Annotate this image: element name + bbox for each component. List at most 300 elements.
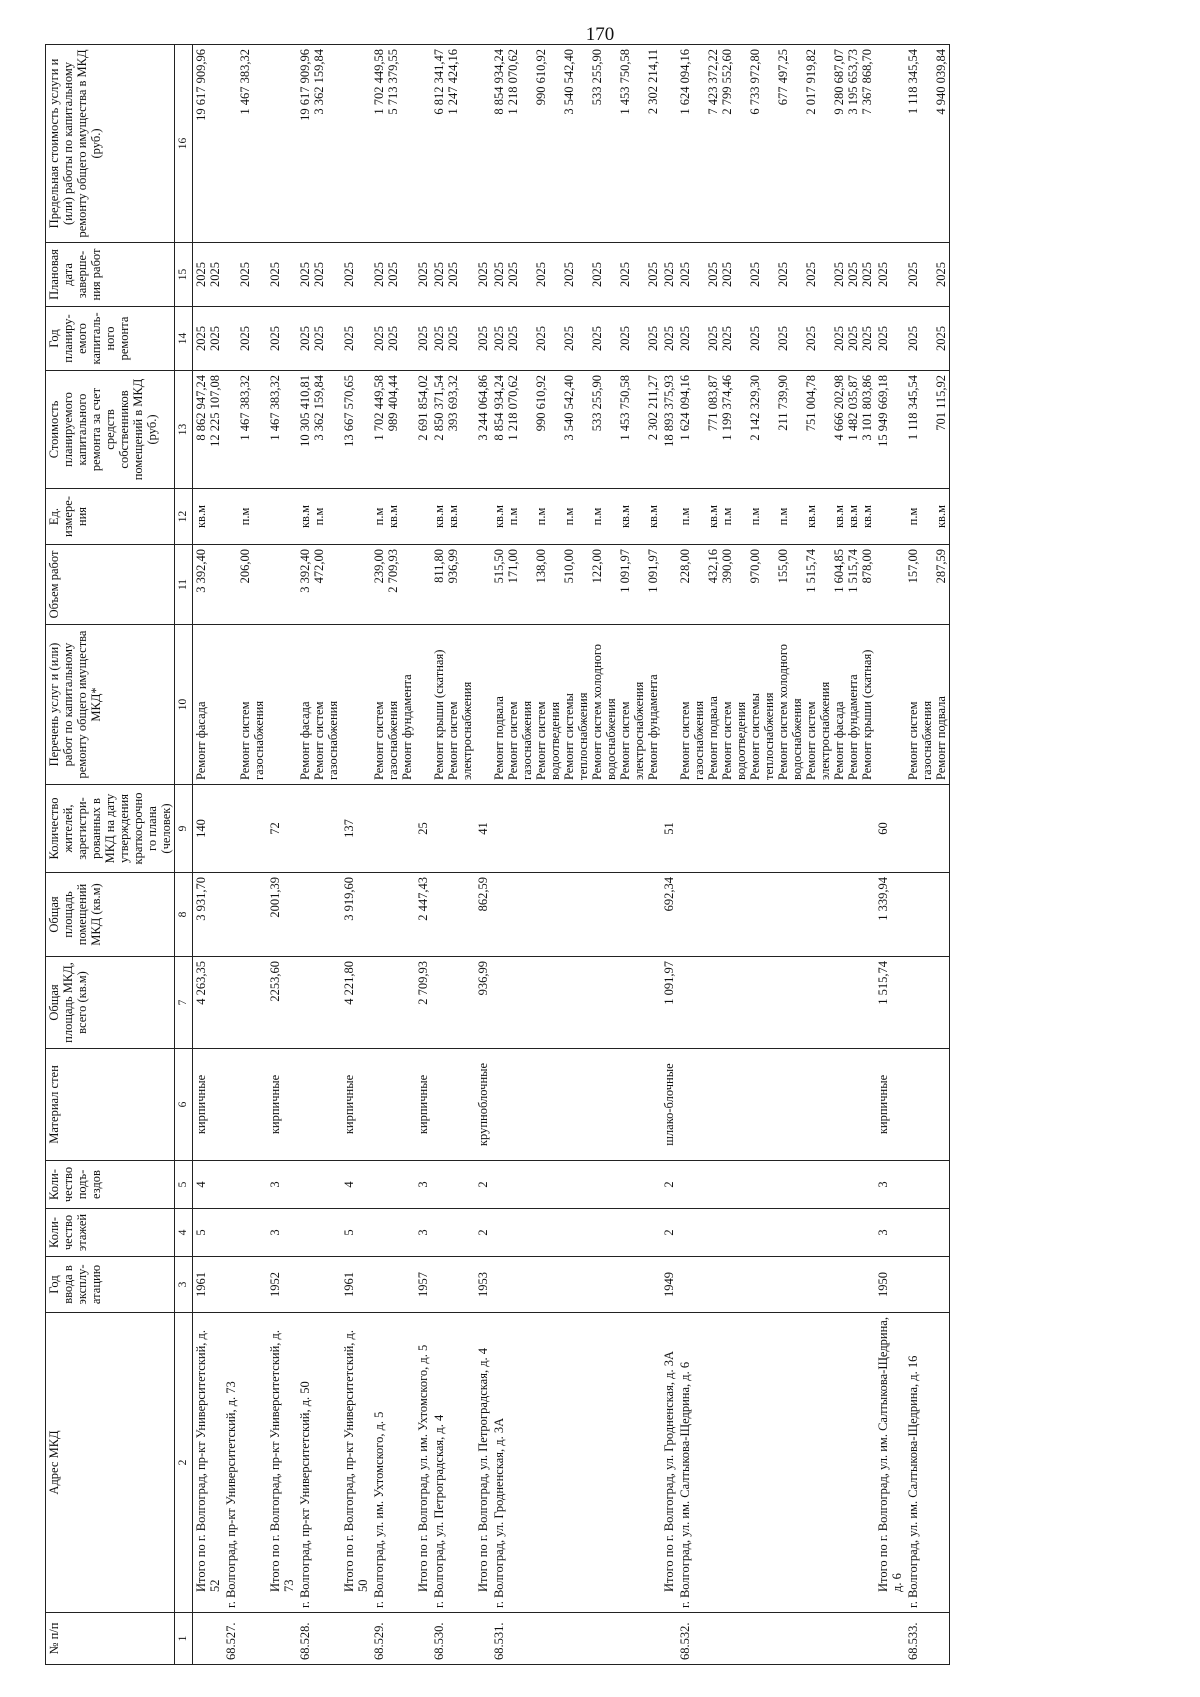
- year-cell: [297, 1257, 341, 1313]
- end-date-value: 2025: [237, 262, 252, 287]
- volume-value: 2 709,93: [385, 549, 400, 593]
- unit-value: кв.м: [803, 505, 818, 529]
- year-cell: 1949: [661, 1257, 677, 1313]
- limit-cost-value: 1 218 070,62: [505, 49, 520, 115]
- cost-value: [576, 375, 590, 484]
- plan_years-cell: [415, 307, 431, 371]
- volume-value: [604, 549, 618, 620]
- volumes-cell: [371, 545, 415, 625]
- cost-value: [548, 375, 562, 484]
- works-cell: [297, 625, 341, 785]
- units-cell: [267, 489, 297, 545]
- cost-value: 13 667 570,65: [341, 375, 356, 447]
- end-date-value: 2025: [193, 262, 208, 287]
- column-header: Коли-чество подъ-ездов: [46, 1161, 175, 1209]
- works-cell: [905, 625, 950, 785]
- work-item: Ремонт систем газоснабжения: [237, 700, 266, 780]
- works-cell: [475, 625, 491, 785]
- total-row: [875, 45, 905, 1665]
- plan_years-cell: [475, 307, 491, 371]
- volume-value: 171,00: [505, 549, 520, 584]
- total-area-cell: 2253,60: [267, 957, 297, 1049]
- volume-value: [818, 549, 832, 620]
- plan-year-value: 2025: [415, 326, 430, 351]
- work-item: Ремонт фундамента: [399, 674, 414, 780]
- plan-year-value: [762, 311, 776, 366]
- end-date-value: 2025: [645, 262, 660, 287]
- plan-year-value: 2025: [237, 326, 252, 351]
- floors-cell: [297, 1209, 341, 1257]
- cost-value: 211 739,90: [775, 375, 790, 431]
- wall-material-cell: шлако-блочные: [661, 1049, 677, 1161]
- end-date-value: 2025: [475, 262, 490, 287]
- unit-value: [520, 493, 534, 540]
- limit-cost-value: [762, 49, 776, 238]
- limit-cost-value: 1 624 094,16: [677, 49, 692, 115]
- entrances-cell: [297, 1161, 341, 1209]
- rooms-area-cell: [677, 873, 875, 957]
- plan-year-value: 2025: [645, 326, 660, 351]
- end-date-value: 2025: [661, 262, 676, 287]
- cost-value: 1 624 094,16: [677, 375, 692, 441]
- column-number-row: [175, 45, 193, 1665]
- column-number: 8: [175, 873, 193, 957]
- limits-cell: [371, 45, 415, 243]
- units-cell: [905, 489, 950, 545]
- works-cell: [371, 625, 415, 785]
- column-header: Общая площадь помещений МКД (кв.м): [46, 873, 175, 957]
- work-item: Ремонт систем газоснабжения: [905, 700, 934, 780]
- end-date-value: 2025: [677, 262, 692, 287]
- residents-cell: [905, 785, 950, 873]
- plan-year-value: 2025: [207, 326, 222, 351]
- address-cell: Итого по г. Волгоград, ул. Гродненская, д. 3А: [661, 1313, 677, 1613]
- unit-value: [224, 493, 238, 540]
- year-cell: 1952: [267, 1257, 297, 1313]
- costs-cell: [661, 371, 677, 489]
- column-number: 16: [175, 45, 193, 243]
- entrances-cell: [431, 1161, 475, 1209]
- end-date-value: 2025: [207, 262, 222, 287]
- entrances-cell: 2: [661, 1161, 677, 1209]
- end-date-value: 2025: [505, 262, 520, 287]
- work-item: Ремонт систем холодного водоснабжения: [775, 644, 804, 780]
- end-date-value: [818, 247, 832, 302]
- entrances-cell: 3: [415, 1161, 431, 1209]
- limit-cost-value: 6 733 972,80: [747, 49, 762, 115]
- cost-value: 3 101 803,86: [859, 375, 874, 441]
- entrances-cell: [905, 1161, 950, 1209]
- plan_years-cell: [223, 307, 267, 371]
- total-row: [661, 45, 677, 1665]
- unit-value: [734, 493, 748, 540]
- volume-value: 239,00: [371, 549, 386, 584]
- plan-year-value: 2025: [933, 326, 948, 351]
- work-item: Ремонт систем водоотведения: [719, 701, 748, 780]
- unit-value: п.м: [719, 507, 734, 526]
- end-date-value: 2025: [491, 262, 506, 287]
- cost-value: 1 467 383,32: [267, 375, 282, 441]
- total-row: [475, 45, 491, 1665]
- column-number: 14: [175, 307, 193, 371]
- costs-cell: [677, 371, 875, 489]
- residents-cell: [491, 785, 661, 873]
- row-number: [267, 1613, 297, 1665]
- plan-year-value: 2025: [845, 326, 860, 351]
- plan_years-cell: [431, 307, 475, 371]
- volume-value: 157,00: [905, 549, 920, 584]
- wall-material-cell: кирпичные: [192, 1049, 223, 1161]
- limits-cell: [297, 45, 341, 243]
- cost-value: 393 693,32: [445, 375, 460, 432]
- house-row: [297, 45, 341, 1665]
- end-date-value: 2025: [859, 262, 874, 287]
- year-cell: [677, 1257, 875, 1313]
- plan-year-value: 2025: [775, 326, 790, 351]
- work-item: Ремонт систем электроснабжения: [617, 681, 646, 780]
- volume-value: 122,00: [589, 549, 604, 584]
- floors-cell: 3: [875, 1209, 905, 1257]
- end_dates-cell: [475, 243, 491, 307]
- unit-value: кв.м: [859, 505, 874, 529]
- residents-cell: 60: [875, 785, 905, 873]
- limit-cost-value: 3 362 159,84: [311, 49, 326, 115]
- unit-value: п.м: [589, 507, 604, 526]
- work-item: Ремонт фасада: [297, 701, 312, 780]
- address-cell: Итого по г. Волгоград, пр-кт Университетский, д. 52: [192, 1313, 223, 1613]
- limit-cost-value: 6 812 341,47: [431, 49, 446, 115]
- plan-year-value: 2025: [475, 326, 490, 351]
- row-number: 68.528.: [297, 1613, 341, 1665]
- plan-year-value: 2025: [445, 326, 460, 351]
- volume-value: 155,00: [775, 549, 790, 584]
- column-header: Ед. измере-ния: [46, 489, 175, 545]
- end_dates-cell: [875, 243, 905, 307]
- residents-cell: [371, 785, 415, 873]
- residents-cell: 41: [475, 785, 491, 873]
- cost-value: 1 199 374,46: [719, 375, 734, 441]
- limit-cost-value: 7 367 868,70: [859, 49, 874, 115]
- volumes-cell: [905, 545, 950, 625]
- plan-year-value: 2025: [297, 326, 312, 351]
- works-cell: [341, 625, 371, 785]
- row-number: [475, 1613, 491, 1665]
- costs-cell: [267, 371, 297, 489]
- row-number: [341, 1613, 371, 1665]
- volumes-cell: [431, 545, 475, 625]
- rooms-area-cell: 2 447,43: [415, 873, 431, 957]
- row-number: 68.531.: [491, 1613, 661, 1665]
- limit-cost-value: [604, 49, 618, 238]
- limit-cost-value: [548, 49, 562, 238]
- work-item: Ремонт систем водоотведения: [533, 701, 562, 780]
- end-date-value: [762, 247, 776, 302]
- plan_years-cell: [371, 307, 415, 371]
- plan-year-value: 2025: [491, 326, 506, 351]
- wall-material-cell: [223, 1049, 267, 1161]
- rooms-area-cell: 862,59: [475, 873, 491, 957]
- plan-year-value: 2025: [905, 326, 920, 351]
- unit-value: [818, 493, 832, 540]
- residents-cell: [297, 785, 341, 873]
- column-header: № п/п: [46, 1613, 175, 1665]
- end-date-value: 2025: [533, 262, 548, 287]
- limits-cell: [475, 45, 491, 243]
- cost-value: [790, 375, 804, 484]
- column-number: 6: [175, 1049, 193, 1161]
- end-date-value: 2025: [831, 262, 846, 287]
- limits-cell: [677, 45, 875, 243]
- cost-value: 1 218 070,62: [505, 375, 520, 441]
- end-date-value: 2025: [747, 262, 762, 287]
- plan-year-value: 2025: [341, 326, 356, 351]
- residents-cell: 140: [192, 785, 223, 873]
- house-row: [677, 45, 875, 1665]
- costs-cell: [341, 371, 371, 489]
- end_dates-cell: [341, 243, 371, 307]
- rooms-area-cell: [371, 873, 415, 957]
- entrances-cell: 3: [875, 1161, 905, 1209]
- row-number: [875, 1613, 905, 1665]
- column-header: Год ввода в эксплу-атацию: [46, 1257, 175, 1313]
- end-date-value: 2025: [775, 262, 790, 287]
- plan-year-value: [920, 311, 934, 366]
- limit-cost-value: 2 017 919,82: [803, 49, 818, 115]
- end-date-value: 2025: [617, 262, 632, 287]
- limit-cost-value: 2 799 552,60: [719, 49, 734, 115]
- cost-value: 2 302 211,27: [645, 375, 660, 441]
- address-cell: Итого по г. Волгоград, ул. Петроградская, д. 4: [475, 1313, 491, 1613]
- house-row: [905, 45, 950, 1665]
- plan_years-cell: [267, 307, 297, 371]
- work-item: Ремонт крыши (скатная): [431, 649, 446, 780]
- works-cell: [267, 625, 297, 785]
- address-cell: Итого по г. Волгоград, ул. им. Ухтомского, д. 5: [415, 1313, 431, 1613]
- volume-value: [920, 549, 934, 620]
- limit-cost-value: [920, 49, 934, 238]
- plan-year-value: 2025: [617, 326, 632, 351]
- floors-cell: [223, 1209, 267, 1257]
- limit-cost-value: 8 854 934,24: [491, 49, 506, 115]
- units-cell: [223, 489, 267, 545]
- year-cell: 1950: [875, 1257, 905, 1313]
- cost-value: 2 691 854,02: [415, 375, 430, 441]
- end_dates-cell: [491, 243, 661, 307]
- year-cell: [905, 1257, 950, 1313]
- cost-value: 12 225 107,08: [207, 375, 222, 447]
- plan-year-value: 2025: [747, 326, 762, 351]
- address-cell: г. Волгоград, ул. Гродненская, д. 3А: [491, 1313, 661, 1613]
- plan-year-value: [576, 311, 590, 366]
- limit-cost-value: 5 713 379,55: [385, 49, 400, 115]
- end-date-value: 2025: [561, 262, 576, 287]
- end_dates-cell: [192, 243, 223, 307]
- plan-year-value: 2025: [193, 326, 208, 351]
- row-number: 68.529.: [371, 1613, 415, 1665]
- floors-cell: 2: [475, 1209, 491, 1257]
- floors-cell: 5: [341, 1209, 371, 1257]
- end-date-value: 2025: [589, 262, 604, 287]
- volume-value: 878,00: [859, 549, 874, 584]
- volume-value: [224, 549, 238, 620]
- wall-material-cell: [431, 1049, 475, 1161]
- limit-cost-value: 2 302 214,11: [645, 49, 660, 115]
- plan-year-value: [520, 311, 534, 366]
- end-date-value: 2025: [297, 262, 312, 287]
- costs-cell: [905, 371, 950, 489]
- cost-value: 751 004,78: [803, 375, 818, 432]
- end-date-value: [548, 247, 562, 302]
- address-cell: г. Волгоград, пр-кт Университетский, д. 73: [223, 1313, 267, 1613]
- cost-value: [224, 375, 238, 484]
- cost-value: 1 702 449,58: [371, 375, 386, 441]
- unit-value: п.м: [237, 507, 252, 526]
- entrances-cell: 4: [341, 1161, 371, 1209]
- unit-value: кв.м: [431, 505, 446, 529]
- unit-value: п.м: [505, 507, 520, 526]
- plan-year-value: 2025: [875, 326, 890, 351]
- entrances-cell: 4: [192, 1161, 223, 1209]
- column-header: Плановая дата заверше-ния работ: [46, 243, 175, 307]
- works-cell: [661, 625, 677, 785]
- end_dates-cell: [223, 243, 267, 307]
- end-date-value: 2025: [431, 262, 446, 287]
- units-cell: [661, 489, 677, 545]
- volume-value: 811,80: [431, 549, 446, 583]
- unit-value: кв.м: [617, 505, 632, 529]
- cost-value: 10 305 410,81: [297, 375, 312, 447]
- house-row: [223, 45, 267, 1665]
- plan-year-value: 2025: [589, 326, 604, 351]
- cost-value: [818, 375, 832, 484]
- unit-value: [632, 493, 646, 540]
- year-cell: 1961: [341, 1257, 371, 1313]
- limit-cost-value: 7 423 372,22: [705, 49, 720, 115]
- works-cell: [875, 625, 905, 785]
- address-cell: г. Волгоград, ул. им. Салтыкова-Щедрина, д. 6: [677, 1313, 875, 1613]
- volumes-cell: [677, 545, 875, 625]
- volumes-cell: [475, 545, 491, 625]
- limit-cost-value: 1 702 449,58: [371, 49, 386, 115]
- limits-cell: [875, 45, 905, 243]
- column-number: 13: [175, 371, 193, 489]
- floors-cell: [371, 1209, 415, 1257]
- costs-cell: [223, 371, 267, 489]
- end_dates-cell: [267, 243, 297, 307]
- unit-value: п.м: [371, 507, 386, 526]
- residents-cell: [431, 785, 475, 873]
- plan_years-cell: [297, 307, 341, 371]
- column-header: Перечень услуг и (или) работ по капитальному ремонту общего имущества МКД*: [46, 625, 175, 785]
- entrances-cell: 3: [267, 1161, 297, 1209]
- work-item: Ремонт систем газоснабжения: [677, 700, 706, 780]
- volume-value: 138,00: [533, 549, 548, 584]
- cost-value: 533 255,90: [589, 375, 604, 432]
- house-row: [371, 45, 415, 1665]
- floors-cell: [491, 1209, 661, 1257]
- floors-cell: 5: [192, 1209, 223, 1257]
- column-number: 11: [175, 545, 193, 625]
- unit-value: кв.м: [933, 505, 948, 529]
- cost-value: [734, 375, 748, 484]
- costs-cell: [297, 371, 341, 489]
- costs-cell: [491, 371, 661, 489]
- limit-cost-value: 19 617 909,96: [297, 49, 312, 121]
- unit-value: [692, 493, 706, 540]
- wall-material-cell: [677, 1049, 875, 1161]
- limit-cost-value: 677 497,25: [775, 49, 790, 106]
- wall-material-cell: [491, 1049, 661, 1161]
- address-cell: г. Волгоград, пр-кт Университетский, д. 50: [297, 1313, 341, 1613]
- limits-cell: [192, 45, 223, 243]
- cost-value: 771 083,87: [705, 375, 720, 432]
- unit-value: [548, 493, 562, 540]
- total-row: [341, 45, 371, 1665]
- end-date-value: 2025: [803, 262, 818, 287]
- work-item: Ремонт фундамента: [845, 674, 860, 780]
- volume-value: 1 091,97: [645, 549, 660, 593]
- rooms-area-cell: 3 919,60: [341, 873, 371, 957]
- unit-value: кв.м: [193, 505, 208, 529]
- limit-cost-value: 533 255,90: [589, 49, 604, 106]
- rooms-area-cell: [431, 873, 475, 957]
- total-area-cell: [223, 957, 267, 1049]
- row-number: 68.532.: [677, 1613, 875, 1665]
- unit-value: [790, 493, 804, 540]
- wall-material-cell: кирпичные: [341, 1049, 371, 1161]
- column-number: 3: [175, 1257, 193, 1313]
- limit-cost-value: 9 280 687,07: [831, 49, 846, 115]
- work-item: Ремонт подвала: [491, 696, 506, 780]
- total-area-cell: 4 263,35: [192, 957, 223, 1049]
- costs-cell: [192, 371, 223, 489]
- end-date-value: [604, 247, 618, 302]
- work-item: Ремонт систем электроснабжения: [445, 681, 474, 780]
- plan-year-value: 2025: [677, 326, 692, 351]
- end-date-value: 2025: [415, 262, 430, 287]
- work-item: Ремонт систем газоснабжения: [505, 700, 534, 780]
- cost-value: [520, 375, 534, 484]
- address-cell: Итого по г. Волгоград, ул. им. Салтыкова-Щедрина, д. 6: [875, 1313, 905, 1613]
- rooms-area-cell: [905, 873, 950, 957]
- costs-cell: [475, 371, 491, 489]
- cost-value: 3 244 064,86: [475, 375, 490, 441]
- house-row: [431, 45, 475, 1665]
- volume-value: [520, 549, 534, 620]
- row-number: 68.527.: [223, 1613, 267, 1665]
- total-area-cell: 1 515,74: [875, 957, 905, 1049]
- unit-value: кв.м: [705, 505, 720, 529]
- unit-value: п.м: [311, 507, 326, 526]
- unit-value: [920, 493, 934, 540]
- row-number: [192, 1613, 223, 1665]
- limit-cost-value: [734, 49, 748, 238]
- cost-value: 1 118 345,54: [905, 375, 920, 441]
- year-cell: 1953: [475, 1257, 491, 1313]
- volume-value: 1 515,74: [803, 549, 818, 593]
- unit-value: п.м: [533, 507, 548, 526]
- volume-value: 390,00: [719, 549, 734, 584]
- end_dates-cell: [431, 243, 475, 307]
- end-date-value: [790, 247, 804, 302]
- volumes-cell: [267, 545, 297, 625]
- cost-value: [762, 375, 776, 484]
- column-number: 2: [175, 1313, 193, 1613]
- entrances-cell: 2: [475, 1161, 491, 1209]
- entrances-cell: [677, 1161, 875, 1209]
- row-number: 68.533.: [905, 1613, 950, 1665]
- cost-value: 15 949 669,18: [875, 375, 890, 447]
